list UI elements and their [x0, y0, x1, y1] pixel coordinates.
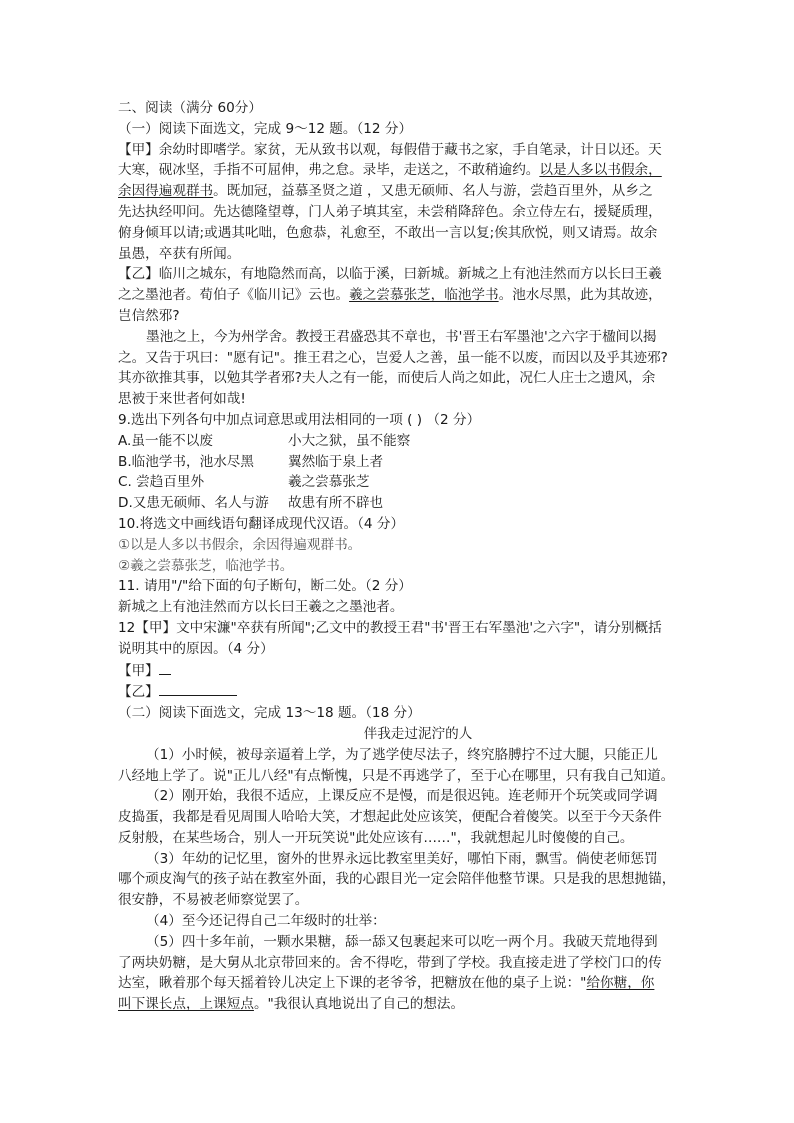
essay-line: （1）小时候，被母亲逼着上学，为了逃学使尽法子，终究胳膊拧不过大腿，只能正儿: [146, 746, 658, 763]
section-title: 二、阅读（满分 60分）: [118, 100, 262, 116]
essay-title: 伴我走过泥泞的人: [363, 725, 473, 742]
document-page: [118, 98, 678, 1015]
essay-line: 皮捣蛋，我都是看见周围人哈哈大笑，才想起此处应该笑，便配合着傻笑。以至于今天条件: [118, 809, 662, 826]
question-9-option: [118, 452, 678, 473]
passage-yi-line: 思被于来世者何如哉!: [118, 391, 246, 408]
option-right: 翼然临于泉上者: [288, 453, 384, 470]
part1-heading: （一）阅读下面选文，完成 9～12 题。（12 分）: [118, 120, 413, 137]
question-12-stem: 说明其中的原因。（4 分）: [118, 640, 274, 657]
question-11-sentence: 新城之上有池洼然而方以长曰王羲之之墨池者。: [118, 599, 404, 616]
passage-yi-line: 其亦欲推其事，以勉其学者邪?夫人之有一能，而使后人尚之如此，况仁人庄士之遗风，余: [118, 370, 656, 387]
passage-yi-line: 【乙】临川之城东，有地隐然而高，以临于溪，曰新城。新城之上有池洼然而方以长曰王羲: [118, 266, 662, 283]
text-span: 。池水尽黑，此为其故迹，: [498, 287, 662, 304]
underlined-sentence: 以是人多以书假余，: [539, 162, 662, 179]
option-left: A.虽一能不以废: [118, 432, 213, 449]
answer-blank[interactable]: [159, 681, 237, 696]
essay-line: （5）四十多年前，一颗水果糖，舔一舔又包裹起来可以吃一两个月。我破天荒地得到: [146, 933, 658, 950]
option-right: 故患有所不辟也: [288, 495, 384, 512]
question-10-sentence: ①以是人多以书假余，余因得遍观群书。: [118, 536, 362, 553]
question-10-sentence: ②羲之尝慕张芝，临池学书。: [118, 557, 294, 574]
text-span: 达室，瞅着那个每天摇着铃儿决定上下课的老爷爷，把糖放在他的桌子上说：": [118, 975, 587, 992]
question-10-stem: 10.将选文中画线语句翻译成现代汉语。（4 分）: [118, 515, 405, 532]
text-span: 。既加冠，益慕圣贤之道 ，又患无硕师、名人与游，尝趋百里外，从乡之: [213, 183, 653, 200]
essay-line: 八经地上学了。说"正儿八经"有点惭愧，只是不再逃学了，至于心在哪里，只有我自己知道。: [118, 767, 675, 784]
question-9-stem: 9.选出下列各句中加点词意思或用法相同的一项 ( ) （2 分）: [118, 411, 481, 428]
essay-line: [118, 994, 678, 1015]
text-span: 大寒，砚冰坚，手指不可屈伸，弗之怠。录毕，走送之，不敢稍逾约。: [118, 162, 540, 179]
underlined-sentence: 余因得遍观群书: [118, 183, 214, 200]
passage-jia-line: 俯身倾耳以请;或遇其叱咄，色愈恭，礼愈至，不敢出一言以复;俟其欣悦，则又请焉。故余: [118, 224, 658, 241]
essay-line: 很安静，不易被老师察觉罢了。: [118, 892, 309, 909]
option-left: B.临池学书，池水尽黑: [118, 453, 254, 470]
option-left: D.又患无硕师、名人与游: [118, 495, 269, 512]
answer-blank[interactable]: [159, 660, 171, 675]
essay-line: （4）至今还记得自己二年级时的壮举：: [146, 913, 386, 930]
answer-label: 【乙】: [118, 684, 159, 701]
underlined-sentence: 羲之尝慕张芝，临池学书: [349, 287, 499, 304]
passage-yi-line: [118, 285, 678, 306]
passage-yi-line: 之。又告于巩曰："愿有记"。推王君之心，岂爱人之善，虽一能不以废，而因以及乎其迹邪?: [118, 349, 668, 366]
essay-line: （2）刚开始，我很不适应，上课反应不是慢，而是很迟钝。连老师开个玩笑或同学调: [146, 788, 658, 805]
essay-line: 了两块奶糖，是大舅从北京带回来的。舍不得吃，带到了学校。我直接走进了学校门口的传: [118, 954, 662, 971]
passage-jia-line: [118, 160, 678, 181]
question-9-option: [118, 472, 678, 493]
question-11-stem: 11. 请用"/"给下面的句子断句，断二处。（2 分）: [118, 578, 412, 595]
underlined-sentence: 给你糖，你: [586, 975, 655, 992]
option-left: C. 尝趋百里外: [118, 474, 205, 491]
part2-heading: （二）阅读下面选文，完成 13～18 题。（18 分）: [118, 705, 421, 722]
answer-line-yi: [118, 681, 678, 703]
essay-line: （3）年幼的记忆里，窗外的世界永远比教室里美好，哪怕下雨，飘雪。倘使老师惩罚: [146, 850, 658, 867]
option-right: 羲之尝慕张芝: [288, 474, 370, 491]
passage-yi-line: 岂信然邪?: [118, 307, 180, 324]
underlined-sentence: 叫下课长点，上课短点: [118, 996, 254, 1013]
passage-jia-line: 【甲】余幼时即嗜学。家贫，无从致书以观，每假借于藏书之家，手自笔录，计日以还。天: [118, 141, 662, 158]
passage-yi-line: 墨池之上，今为州学舍。教授王君盛恐其不章也，书'晋王右军墨池'之六字于楹间以揭: [146, 328, 657, 345]
passage-jia-line: 虽愚，卒获有所闻。: [118, 245, 241, 262]
answer-label: 【甲】: [118, 662, 159, 679]
essay-line: [118, 973, 678, 994]
text-span: 之之墨池者。荀伯子《临川记》云也。: [118, 287, 350, 304]
question-12-stem: 12【甲】文中宋濂"卒获有所闻";乙文中的教授王君"书'晋王右军墨池'之六字"，请分别概括: [118, 619, 662, 636]
essay-line: 反射般，在某些场合，别人一开玩笑说"此处应该有……"，我就想起儿时傻傻的自己。: [118, 829, 634, 846]
text-span: 。"我很认真地说出了自己的想法。: [253, 996, 465, 1013]
option-right: 小大之狱，虽不能察: [288, 432, 411, 449]
answer-line-jia: [118, 660, 678, 682]
passage-jia-line: 先达执经叩问。先达德隆望尊，门人弟子填其室，未尝稍降辞色。余立侍左右，援疑质理，: [118, 203, 662, 220]
question-9-option: [118, 493, 678, 514]
essay-line: 哪个顽皮淘气的孩子站在教室外面，我的心跟目光一定会陪伴他整节课。只是我的思想抛锚，: [118, 871, 676, 888]
passage-jia-line: [118, 181, 678, 202]
question-9-option: [118, 431, 678, 452]
